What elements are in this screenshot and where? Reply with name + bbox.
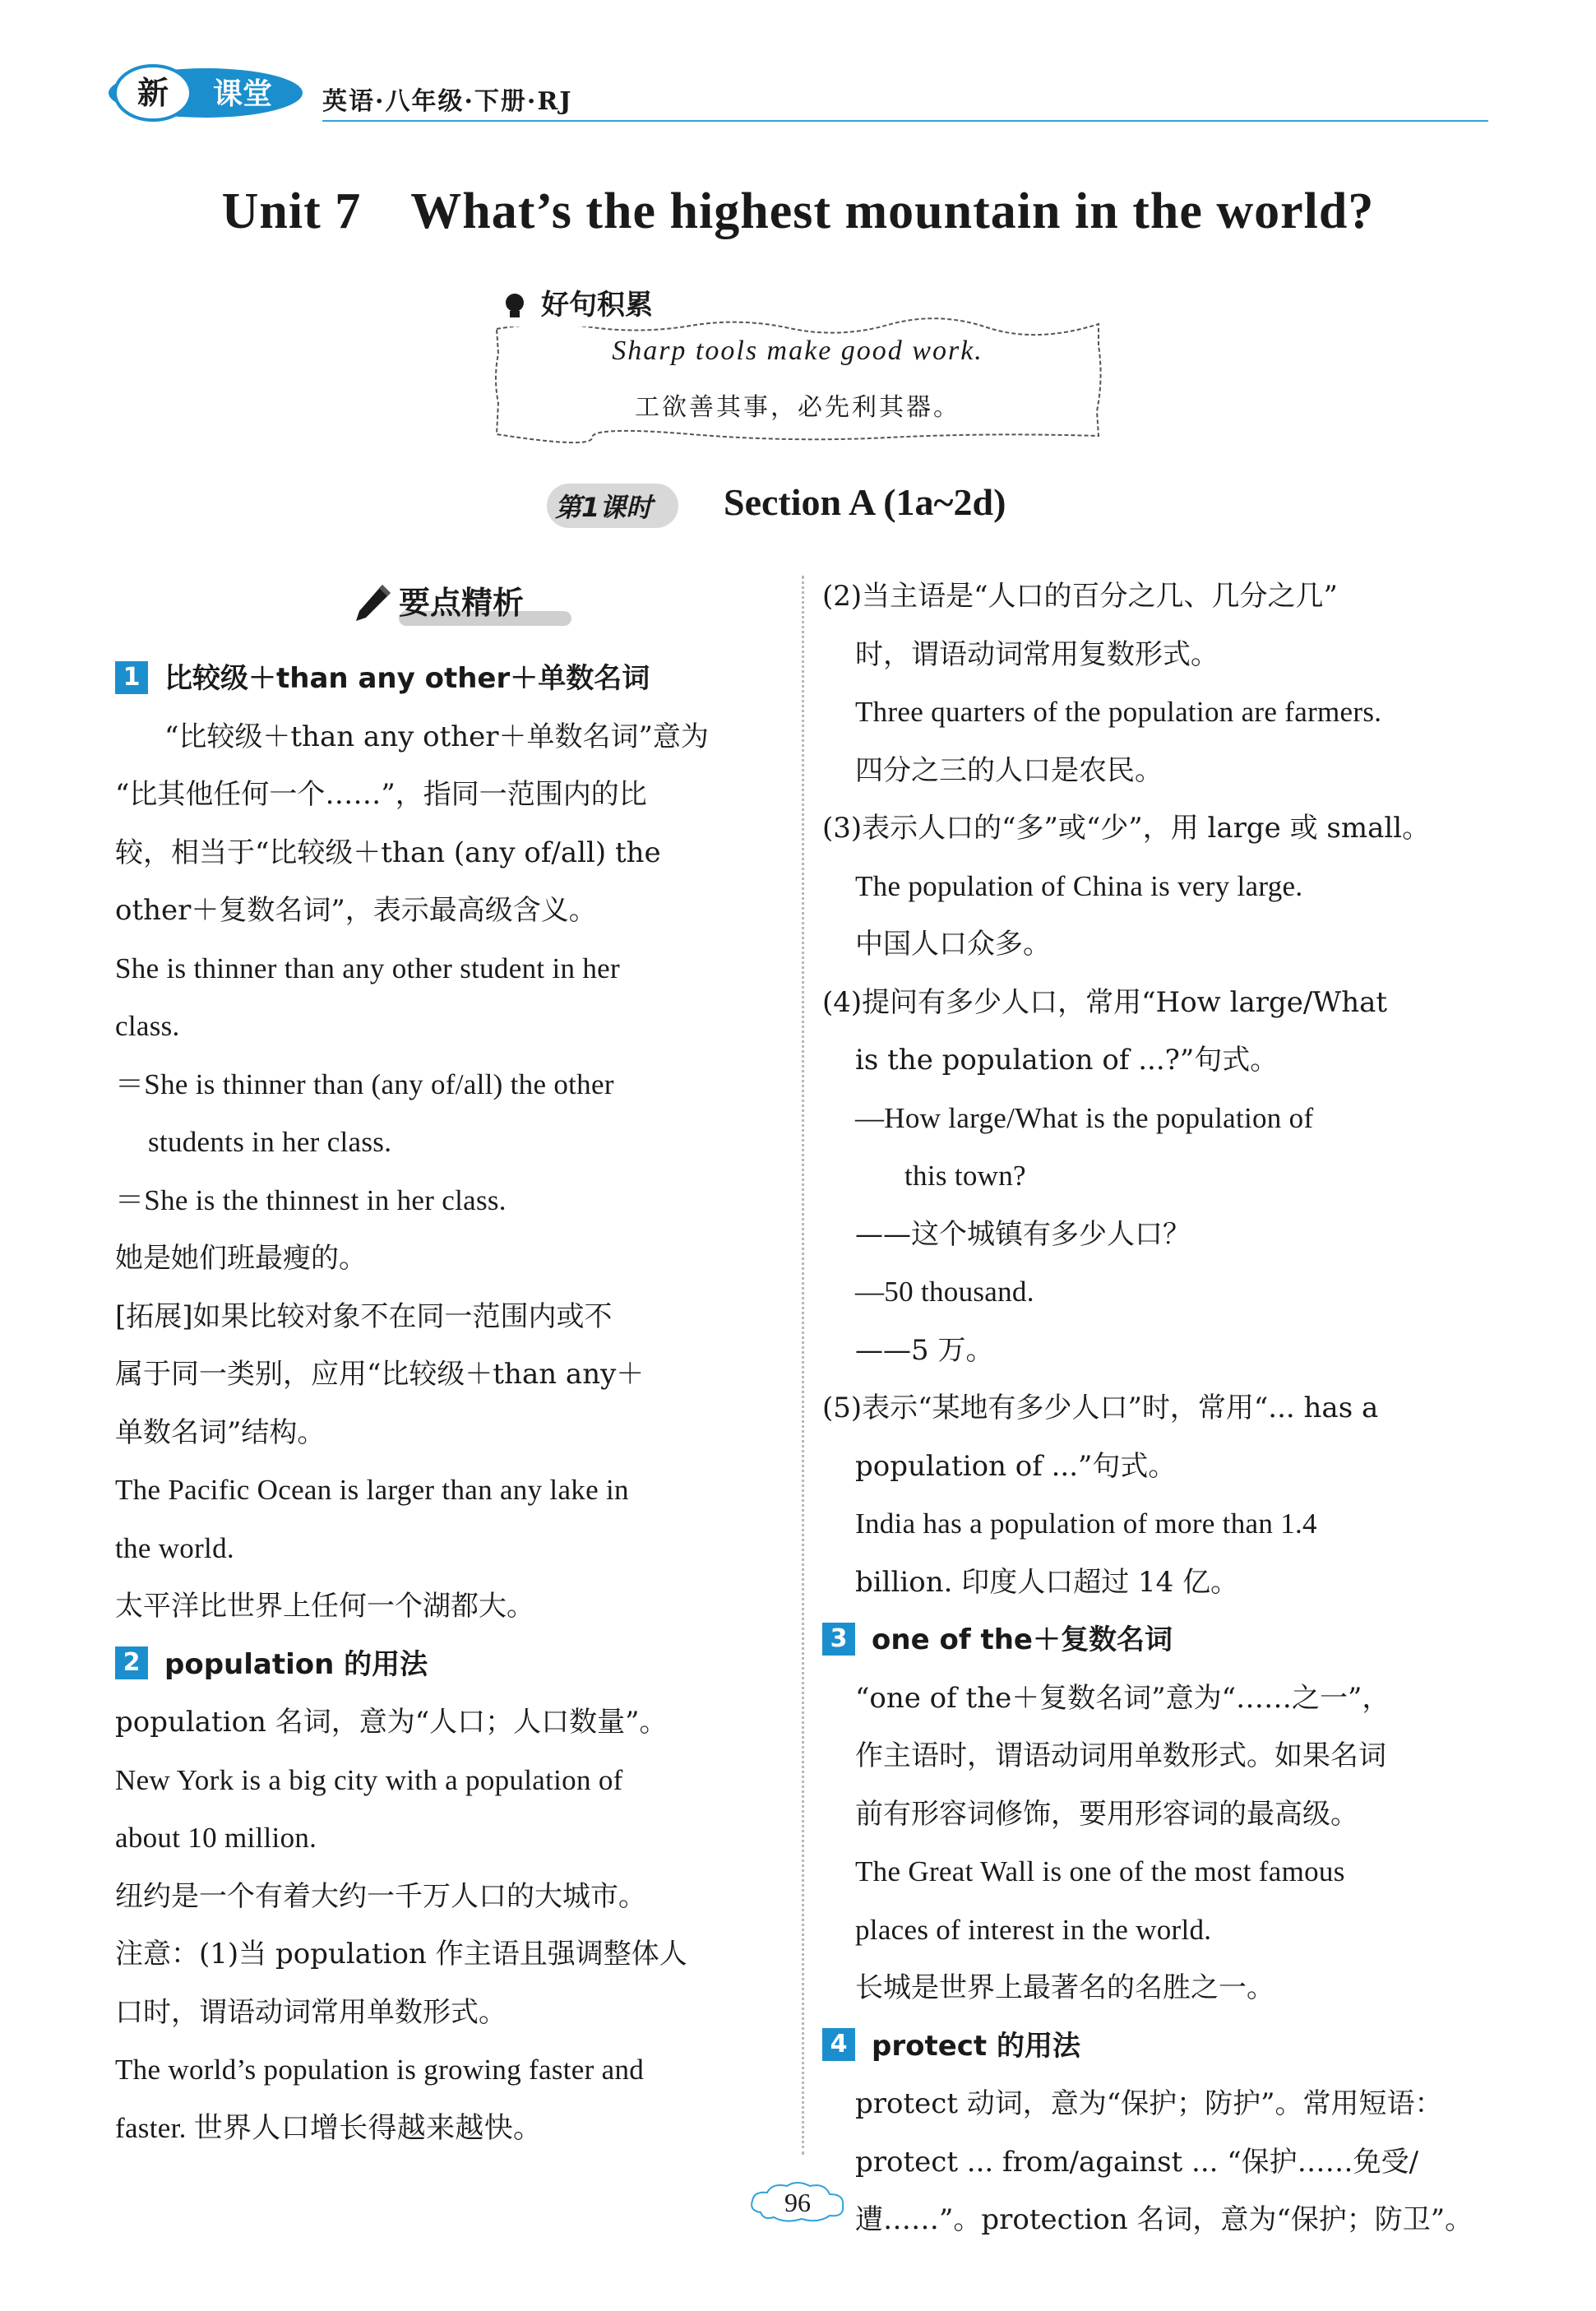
body-text: 中国人口众多。 xyxy=(855,928,1051,961)
body-text: 较，相当于“比较级＋than (any of/all) the xyxy=(115,836,661,869)
point-heading xyxy=(822,2017,1487,2076)
body-text: (3)表示人口的“多”或“少”，用 large 或 small。 xyxy=(822,812,1431,845)
example-sentence: New York is a big city with a population of xyxy=(115,1763,623,1796)
body-text: [拓展]如果比较对象不在同一范围内或不 xyxy=(115,1299,613,1333)
example-sentence: faster. 世界人口增长得越来越快。 xyxy=(115,2111,543,2144)
body-text: 属于同一类别，应用“比较级＋than any＋ xyxy=(115,1358,645,1391)
point-heading-text: one of the＋复数名词 xyxy=(872,1623,1173,1656)
example-sentence: ＝She is thinner than (any of/all) the other xyxy=(115,1068,614,1100)
page-header xyxy=(107,58,1488,132)
point-number-badge: 1 xyxy=(115,661,148,694)
page-title xyxy=(0,183,1596,241)
example-sentence: class. xyxy=(115,1010,180,1042)
body-text: 四分之三的人口是农民。 xyxy=(855,753,1163,787)
quote-label xyxy=(493,284,668,327)
quote-label-text: 好句积累 xyxy=(541,289,653,322)
body-text: “比较级＋than any other＋单数名词”意为 xyxy=(164,720,709,753)
example-sentence: —50 thousand. xyxy=(855,1276,1034,1308)
body-text: 长城是世界上最著名的名胜之一。 xyxy=(855,1971,1274,2004)
point-heading-text: protect 的用法 xyxy=(872,2029,1081,2063)
example-sentence: places of interest in the world. xyxy=(855,1913,1212,1946)
body-text: 时，谓语动词常用复数形式。 xyxy=(855,637,1219,671)
body-text: protect ... from/against ... “保护……免受/ xyxy=(855,2145,1419,2179)
unit-title: What’s the highest mountain in the world? xyxy=(410,183,1375,239)
body-text: population 名词，意为“人口；人口数量”。 xyxy=(115,1706,668,1739)
body-text: (5)表示“某地有多少人口”时，常用“... has a xyxy=(822,1392,1379,1424)
body-text: ——这个城镇有多少人口？ xyxy=(855,1217,1191,1251)
quote-english: Sharp tools make good work. xyxy=(612,336,983,366)
point-heading xyxy=(822,1611,1487,1670)
example-sentence: Three quarters of the population are farmers. xyxy=(855,696,1382,728)
unit-number: Unit 7 xyxy=(221,183,362,239)
body-text: “one of the＋复数名词”意为“……之一”， xyxy=(855,1681,1390,1715)
body-text: “比其他任何一个……”，指同一范围内的比 xyxy=(115,778,647,811)
example-sentence: this town? xyxy=(904,1160,1026,1192)
body-text: (4)提问有多少人口，常用“How large/What xyxy=(822,985,1388,1019)
body-text: population of ...”句式。 xyxy=(855,1449,1177,1483)
key-points-text: 要点精析 xyxy=(399,585,525,621)
body-text: 注意：(1)当 population 作主语且强调整体人 xyxy=(115,1938,687,1971)
brand-logo xyxy=(107,64,304,122)
point-number-badge: 4 xyxy=(822,2028,855,2061)
example-sentence: India has a population of more than 1.4 xyxy=(855,1507,1317,1540)
body-text: 作主语时，谓语动词用单数形式。如果名词 xyxy=(855,1739,1386,1772)
quote-box-frame xyxy=(493,313,1102,444)
lightbulb-icon xyxy=(500,290,530,320)
body-text: is the population of ...?”句式。 xyxy=(855,1044,1279,1077)
lesson-tag: 第1课时 xyxy=(555,492,653,523)
key-points-label xyxy=(349,580,604,626)
body-text: 口时，谓语动词常用单数形式。 xyxy=(115,1995,507,2029)
example-sentence: about 10 million. xyxy=(115,1822,317,1854)
body-text: 遭……”。protection 名词，意为“保护；防卫”。 xyxy=(855,2203,1473,2236)
point-number-badge: 2 xyxy=(115,1646,148,1679)
point-heading xyxy=(115,650,779,708)
pencil-icon xyxy=(349,580,396,626)
example-sentence: the world. xyxy=(115,1531,234,1564)
body-text: 太平洋比世界上任何一个湖都大。 xyxy=(115,1590,534,1623)
header-rule xyxy=(322,120,1488,122)
body-text: (2)当主语是“人口的百分之几、几分之几” xyxy=(822,580,1338,613)
book-meta: 英语·八年级·下册·RJ xyxy=(322,87,573,116)
example-sentence: The Great Wall is one of the most famous xyxy=(855,1855,1345,1887)
quote-chinese: 工欲善其事，必先利其器。 xyxy=(635,393,960,422)
example-sentence: The world’s population is growing faster and xyxy=(115,2054,645,2086)
point-heading xyxy=(115,1636,779,1694)
example-sentence: students in her class. xyxy=(148,1126,392,1158)
column-divider xyxy=(802,576,804,2155)
body-text: 前有形容词修饰，要用形容词的最高级。 xyxy=(855,1797,1358,1831)
page-number: 96 xyxy=(784,2188,811,2217)
example-sentence: She is thinner than any other student in her xyxy=(115,952,620,984)
section-heading xyxy=(489,475,1098,533)
section-title: Section A (1a~2d) xyxy=(724,481,1006,523)
body-text: 纽约是一个有着大约一千万人口的大城市。 xyxy=(115,1879,646,1913)
body-text: 她是她们班最瘦的。 xyxy=(115,1242,367,1275)
left-column xyxy=(115,650,779,2157)
body-text: other＋复数名词”，表示最高级含义。 xyxy=(115,894,597,927)
point-heading-text: 比较级＋than any other＋单数名词 xyxy=(164,662,650,695)
example-sentence: —How large/What is the population of xyxy=(855,1101,1314,1134)
svg-text:课堂: 课堂 xyxy=(212,77,273,111)
right-column xyxy=(822,567,1487,2249)
body-text: billion. 印度人口超过 14 亿。 xyxy=(855,1565,1239,1599)
example-sentence: The Pacific Ocean is larger than any lake in xyxy=(115,1474,629,1506)
body-text: protect 动词，意为“保护；防护”。常用短语： xyxy=(855,2087,1443,2120)
point-heading-text: population 的用法 xyxy=(164,1647,428,1681)
body-text: ——5 万。 xyxy=(855,1333,994,1367)
svg-text:新: 新 xyxy=(136,75,169,111)
point-number-badge: 3 xyxy=(822,1623,855,1656)
example-sentence: The population of China is very large. xyxy=(855,869,1303,902)
example-sentence: ＝She is the thinnest in her class. xyxy=(115,1183,507,1216)
body-text: 单数名词”结构。 xyxy=(115,1415,326,1449)
